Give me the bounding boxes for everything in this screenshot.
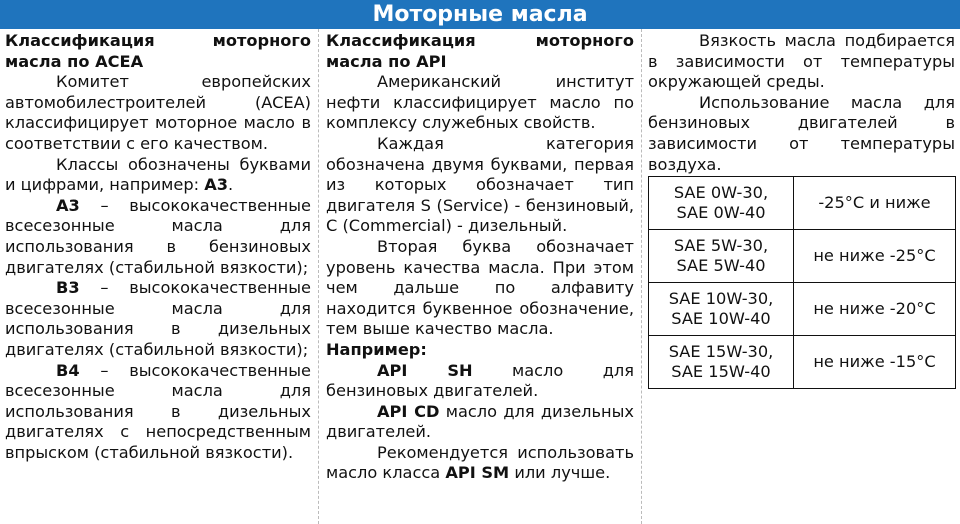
api-example: API SH масло для бензиновых двигателей. [326, 360, 634, 401]
acea-item: B3 – высококачественные всесезонные масла для использования в дизельных двигателях (стабильной вязкости); [5, 278, 311, 359]
viscosity-column [648, 31, 955, 175]
table-row [649, 177, 956, 230]
acea-item: A3 – высококачественные всесезонные масла для использования в бензиновых двигателях (стабильной вязкости); [5, 195, 311, 277]
acea-title: Классификация моторного масла по ACEA [5, 31, 311, 71]
column-divider [318, 29, 319, 524]
api-example-label: Например: [326, 339, 427, 359]
sae-viscosity-table [648, 176, 956, 389]
sae-grade-cell: SAE 5W-30, SAE 5W-40 [649, 230, 794, 283]
sae-grade-cell: SAE 15W-30, SAE 15W-40 [649, 336, 794, 389]
column-divider [641, 29, 642, 524]
acea-item: B4 – высококачественные всесезонные масла для использования в дизельных двигателях с непосредственным впрыском (стабильной вязкости). [5, 360, 311, 462]
api-intro: Американский институт нефти классифицирует масло по комплексу служебных свойств. [326, 72, 634, 133]
table-row [649, 336, 956, 389]
temperature-cell: не ниже -25°C [794, 230, 956, 283]
api-column [326, 31, 634, 484]
temperature-cell: не ниже -20°C [794, 283, 956, 336]
temperature-cell: не ниже -15°C [794, 336, 956, 389]
acea-classes-note: Классы обозначены буквами и цифрами, например: A3. [5, 154, 311, 195]
api-example: API CD масло для дизельных двигателей. [326, 401, 634, 442]
api-second-letter: Вторая буква обозначает уровень качества масла. При этом чем дальше по алфавиту находится буквенное обозначение, тем выше качество масла. [326, 236, 634, 339]
temperature-cell: -25°C и ниже [794, 177, 956, 230]
acea-column [5, 31, 311, 463]
sae-grade-cell: SAE 0W-30, SAE 0W-40 [649, 177, 794, 230]
viscosity-intro: Вязкость масла подбирается в зависимости от температуры окружающей среды. [648, 31, 955, 92]
table-row [649, 283, 956, 336]
api-title: Классификация моторного масла по API [326, 31, 634, 71]
table-row [649, 230, 956, 283]
api-recommendation: Рекомендуется использовать масло класса API SM или лучше. [326, 442, 634, 483]
acea-intro: Комитет европейских автомобилестроителей (ACEA) классифицирует моторное масло в соответствии с его качеством. [5, 72, 311, 153]
viscosity-usage: Использование масла для бензиновых двигателей в зависимости от температуры воздуха. [648, 92, 955, 174]
sae-grade-cell: SAE 10W-30, SAE 10W-40 [649, 283, 794, 336]
page-title: Моторные масла [0, 0, 960, 29]
api-first-letter: Каждая категория обозначена двумя буквами, первая из которых обозначает тип двигателя S (Service) - бензиновый, C (Commercial) - дизельный. [326, 133, 634, 236]
